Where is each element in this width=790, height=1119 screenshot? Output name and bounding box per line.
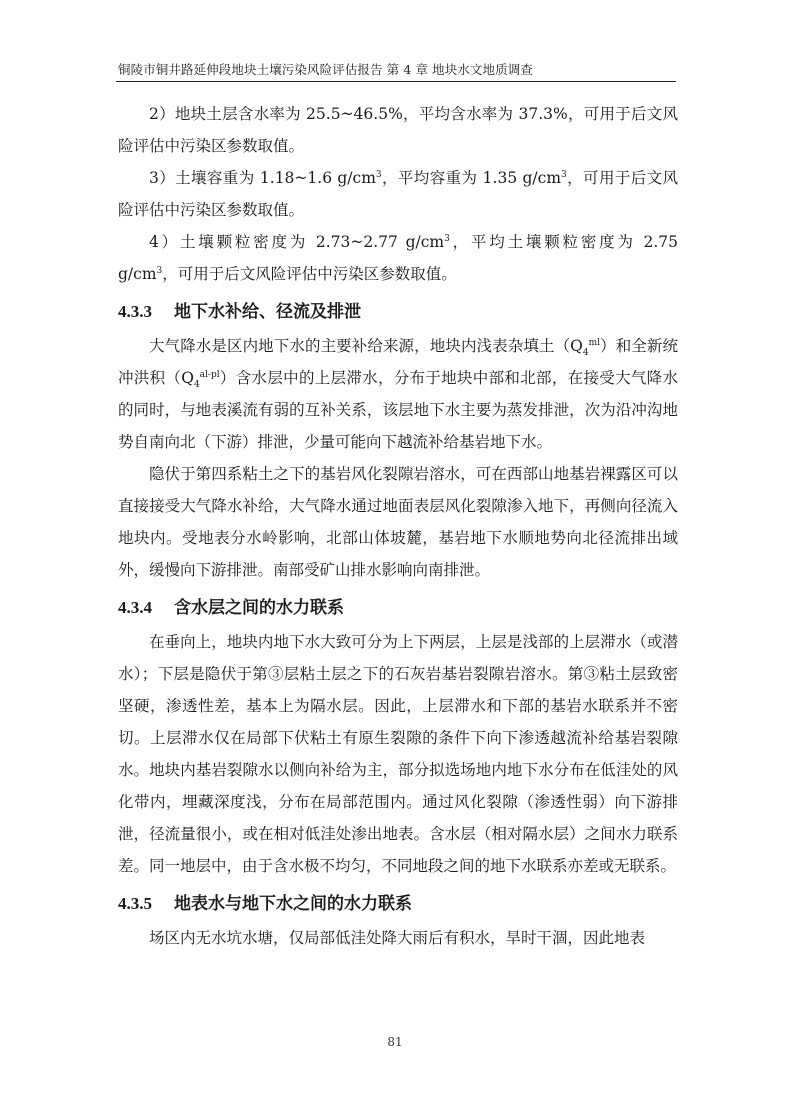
section-title: 地表水与地下水之间的水力联系 (174, 894, 412, 914)
section-number: 4.3.5 (118, 894, 152, 913)
section-heading-4-3-3 (118, 294, 678, 330)
section-number: 4.3.3 (118, 302, 152, 321)
section-heading-4-3-4 (118, 590, 678, 626)
section-number: 4.3.4 (118, 598, 152, 617)
page-number: 81 (387, 1035, 403, 1049)
paragraph: 在垂向上，地块内地下水大致可分为上下两层，上层是浅部的上层滞水（或潜水）；下层是隐伏于第③层粘土层之下的石灰岩基岩裂隙岩溶水。第③粘土层致密坚硬，渗透性差，基本上为隔水层。因此，上层滞水和下部的基岩水联系并不密切。上层滞水仅在局部下伏粘土有原生裂隙的条件下向下渗透越流补给基岩裂隙水。地块内基岩裂隙水以侧向补给为主，部分拟选场地内地下水分布在低洼处的风化带内，埋藏深度浅，分布在局部范围内。通过风化裂隙（渗透性弱）向下游排泄，径流量很小，或在相对低洼处渗出地表。含水层（相对隔水层）之间水力联系差。同一地层中，由于含水极不均匀，不同地段之间的地下水联系亦差或无联系。 (118, 633, 678, 875)
section-title: 含水层之间的水力联系 (174, 598, 344, 618)
section-title: 地下水补给、径流及排泄 (174, 302, 361, 322)
page-body (118, 98, 678, 954)
header-rule (116, 81, 676, 82)
paragraph: 隐伏于第四系粘土之下的基岩风化裂隙岩溶水，可在西部山地基岩裸露区可以直接接受大气降水补给，大气降水通过地面表层风化裂隙渗入地下，再侧向径流入地块内。受地表分水岭影响，北部山体坡麓，基岩地下水顺地势向北径流排出域外，缓慢向下游排泄。南部受矿山排水影响向南排泄。 (118, 465, 678, 579)
item-2: 2）地块土层含水率为 25.5~46.5%，平均含水率为 37.3%，可用于后文风险评估中污染区参数取值。 (118, 105, 678, 155)
section-heading-4-3-5 (118, 886, 678, 922)
paragraph: 场区内无水坑水塘，仅局部低洼处降大雨后有积水，旱时干涸，因此地表 (149, 929, 646, 947)
running-header: 铜陵市铜井路延伸段地块土壤污染风险评估报告 第 4 章 地块水文地质调查 (118, 62, 533, 77)
item-3: 3）土壤容重为 1.18~1.6 $g/cm^3$，平均容重为 1.35 $g/cm^3$，可用于后文风险评估中污染区参数取值。 (118, 169, 679, 219)
paragraph: 大气降水是区内地下水的主要补给来源，地块内浅表杂填土$(Q_4^{ml})$和全新统冲洪积$(Q_4^{al-pl})$含水层中的上层滞水，分布于地块中部和北部，在接受大气降水的同时，与地表溪流有弱的互补关系，该层地下水主要为蒸发排泄，次为沿冲沟地势自南向北（下游）排泄，少量可能向下越流补给基岩地下水。 (118, 337, 678, 451)
item-4: 4）土壤颗粒密度为 2.73~2.77 $g/cm^3$，平均土壤颗粒密度为 2.75 $g/cm^3$，可用于后文风险评估中污染区参数取值。 (118, 233, 678, 283)
